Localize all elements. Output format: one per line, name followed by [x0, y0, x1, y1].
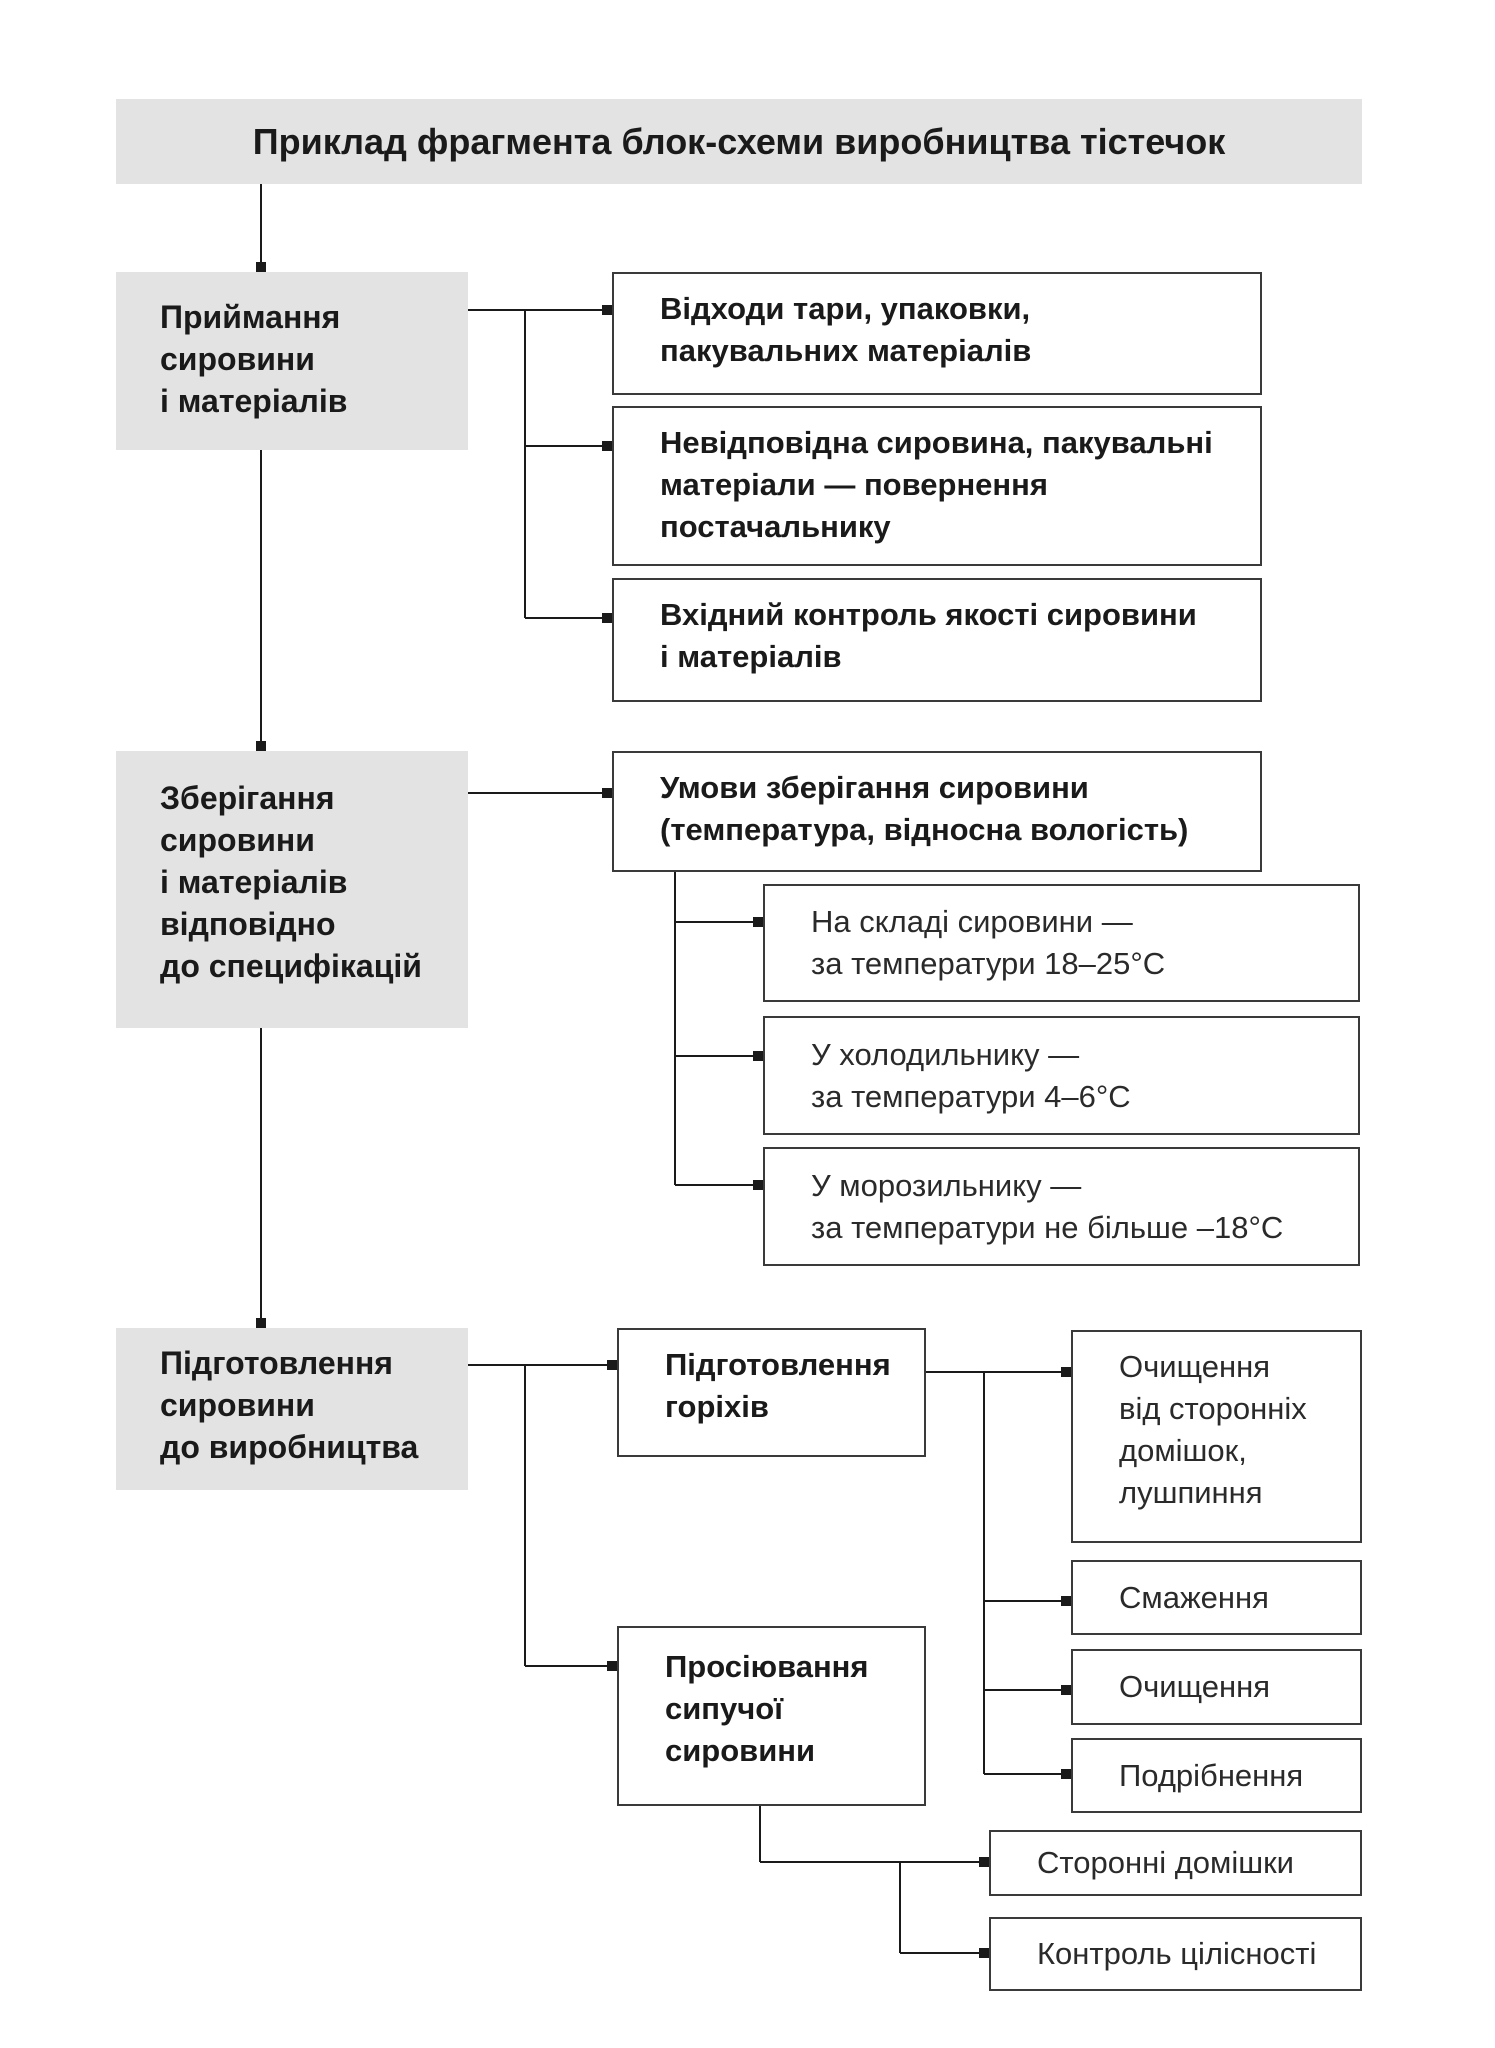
waste-packaging-text: Відходи тари, упаковки, пакувальних матеріалів: [660, 291, 1032, 368]
nonconforming-materials-box: [612, 406, 1262, 566]
stage-preparation: [116, 1328, 468, 1490]
warehouse-condition-text: На складі сировини — за температури 18–25°С: [811, 904, 1166, 981]
integrity-control-box: [989, 1917, 1362, 1991]
nuts-cleaning-impurities-text: Очищення від сторонніх домішок, лушпиння: [1119, 1349, 1307, 1510]
incoming-quality-control-text: Вхідний контроль якості сировини і матеріалів: [660, 597, 1197, 674]
refrigerator-condition-text: У холодильнику — за температури 4–6°С: [811, 1036, 1131, 1114]
foreign-impurities-text: Сторонні домішки: [1037, 1845, 1294, 1880]
cleaning-text: Очищення: [1119, 1669, 1271, 1704]
diagram-title: [116, 99, 1362, 184]
incoming-quality-control-box: [612, 578, 1262, 702]
nonconforming-materials-text: Невідповідна сировина, пакувальні матеріали — повернення постачальнику: [660, 425, 1213, 544]
waste-packaging-box: [612, 272, 1262, 395]
nuts-preparation-box: [617, 1328, 926, 1457]
roasting-box: [1071, 1560, 1362, 1635]
sifting-text: Просіювання сипучої сировини: [665, 1649, 869, 1768]
freezer-condition-box: [763, 1147, 1360, 1266]
roasting-text: Смаження: [1119, 1579, 1269, 1615]
nuts-preparation-text: Підготовлення горіхів: [665, 1347, 891, 1424]
stage-storage-label: Зберігання сировини і матеріалів відповідно до специфікацій: [160, 780, 422, 984]
foreign-impurities-box: [989, 1830, 1362, 1896]
diagram-title-text: Приклад фрагмента блок-схеми виробництва тістечок: [252, 120, 1226, 162]
sifting-box: [617, 1626, 926, 1806]
stage-storage: [116, 751, 468, 1028]
integrity-control-text: Контроль цілісності: [1037, 1936, 1317, 1971]
storage-conditions-text: Умови зберігання сировини (температура, відносна вологість): [660, 770, 1189, 847]
refrigerator-condition-box: [763, 1016, 1360, 1135]
grinding-box: [1071, 1738, 1362, 1813]
freezer-condition-text: У морозильнику — за температури не більше –18°С: [811, 1167, 1284, 1245]
stage-receiving-label: Приймання сировини і матеріалів: [160, 299, 348, 419]
warehouse-condition-box: [763, 884, 1360, 1002]
cleaning-box: [1071, 1649, 1362, 1725]
nuts-cleaning-impurities-box: [1071, 1330, 1362, 1543]
grinding-text: Подрібнення: [1119, 1757, 1304, 1793]
storage-conditions-box: [612, 751, 1262, 872]
stage-preparation-label: Підготовлення сировини до виробництва: [160, 1345, 419, 1465]
stage-receiving: [116, 272, 468, 450]
